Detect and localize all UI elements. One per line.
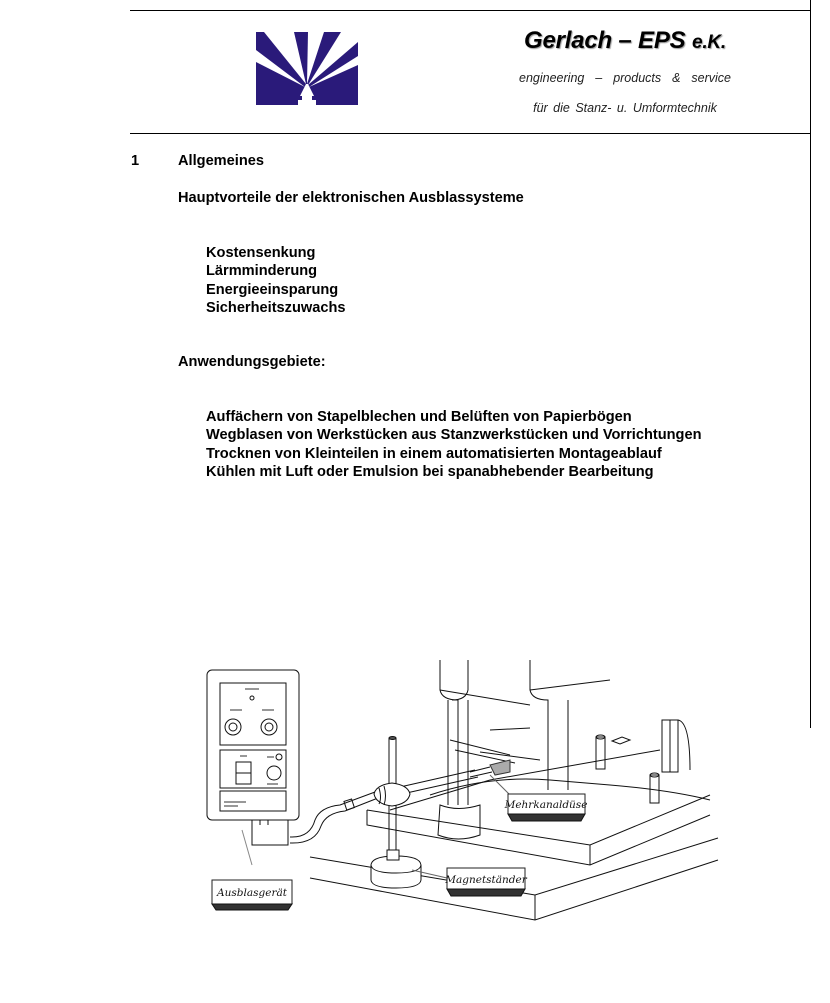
list-item: Auffächern von Stapelblechen und Belüften von Papierbögen xyxy=(206,409,632,425)
section-title: Allgemeines xyxy=(178,153,264,169)
list-item: Lärmminderung xyxy=(206,263,318,280)
header-bottom-rule xyxy=(130,133,811,134)
list-item: Kühlen mit Luft oder Emulsion bei spanabhebender Bearbeitung xyxy=(206,463,654,480)
list-item: Wegblasen von Werkstücken aus Stanzwerkstücken und Vorrichtungen xyxy=(206,427,702,444)
multichannel-nozzle xyxy=(470,760,510,777)
callout-blower-unit-text: Ausblasgerät xyxy=(217,887,287,899)
company-tagline: engineering – products & service xyxy=(519,71,731,85)
blower-system-illustration xyxy=(190,660,730,960)
company-name-text: Gerlach – EPS xyxy=(523,27,686,54)
advantages-list xyxy=(206,244,346,317)
callout-blower-unit xyxy=(212,880,292,910)
guide-posts xyxy=(596,720,690,803)
company-name xyxy=(470,27,780,55)
company-suffix: e.K. xyxy=(691,32,726,53)
callout-nozzle xyxy=(504,794,588,821)
list-item: Energieeinsparung xyxy=(206,281,339,298)
list-item: Kostensenkung xyxy=(206,245,316,261)
applications-list xyxy=(206,408,702,481)
list-item: Sicherheitszuwachs xyxy=(206,299,346,316)
callout-nozzle-text: Mehrkanaldüse xyxy=(504,799,588,811)
list-item: Trocknen von Kleinteilen in einem automatisierten Montageablauf xyxy=(206,445,662,462)
logo-mark xyxy=(256,32,358,105)
callout-magnet-stand xyxy=(444,868,527,896)
applications-heading: Anwendungsgebiete: xyxy=(178,354,326,370)
section-subtitle: Hauptvorteile der elektronischen Ausblassysteme xyxy=(178,190,524,206)
page-right-rule xyxy=(810,0,811,728)
header-top-rule xyxy=(130,10,811,11)
section-number: 1 xyxy=(131,153,140,169)
company-subtitle: für die Stanz- u. Umformtechnik xyxy=(533,101,717,115)
blower-unit xyxy=(207,670,299,865)
company-logo xyxy=(256,32,358,105)
air-hose xyxy=(290,770,478,843)
callout-magnet-stand-text: Magnetständer xyxy=(445,874,527,886)
